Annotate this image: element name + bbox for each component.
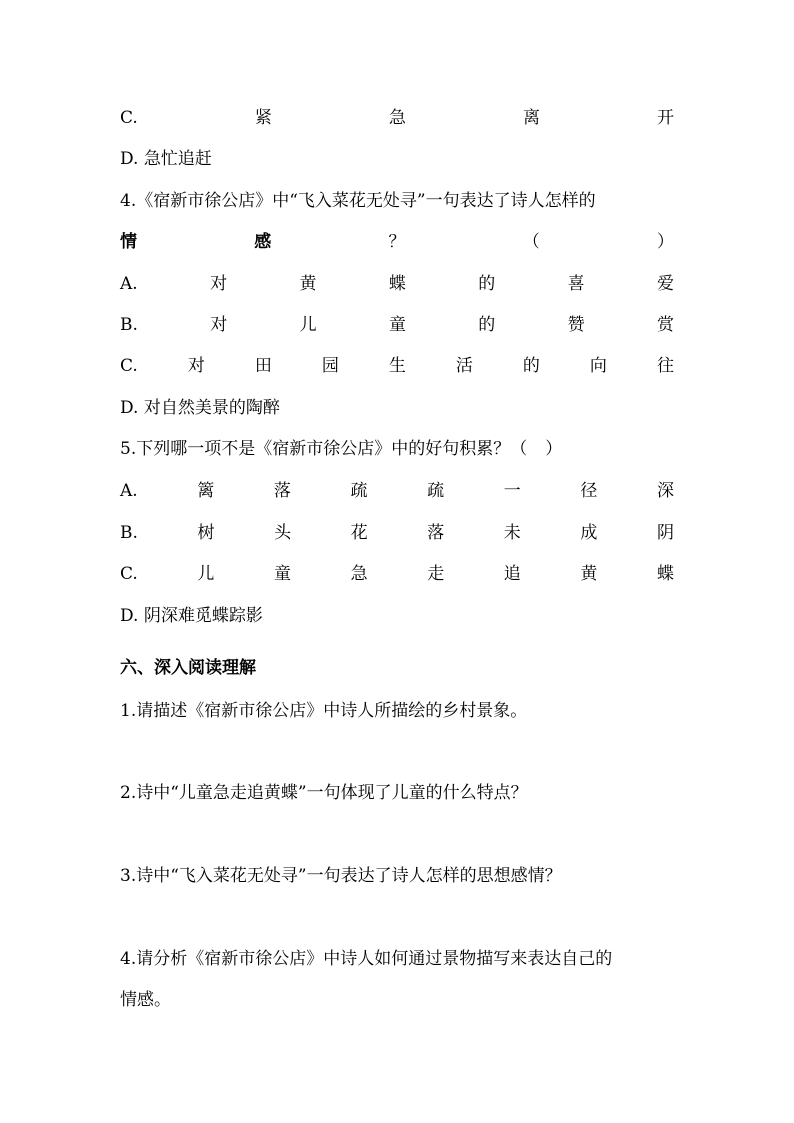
answer-paren-close: ） xyxy=(657,232,674,252)
option-char: 树 xyxy=(197,523,215,543)
q4-stem-line1: 4.《宿新市徐公店》中“飞入菜花无处寻”一句表达了诗人怎样的 xyxy=(120,191,596,211)
option-char: 急 xyxy=(388,108,406,128)
option-char: 疏 xyxy=(427,481,445,501)
q4-stem-line2 xyxy=(120,228,674,256)
option-char: 蝶 xyxy=(656,564,674,584)
q4-option-c xyxy=(120,352,674,380)
section-6-question-3: 3.诗中“飞入菜花无处寻”一句表达了诗人怎样的思想感情？ xyxy=(120,866,562,886)
option-char: 走 xyxy=(427,564,445,584)
option-char: 追 xyxy=(503,564,521,584)
option-char: 急 xyxy=(350,564,368,584)
option-char: 深 xyxy=(656,481,674,501)
q3-option-d: D. 急忙追赶 xyxy=(120,149,212,169)
option-char: 离 xyxy=(522,108,540,128)
option-char: 的 xyxy=(522,356,540,376)
q5-option-c xyxy=(120,560,674,588)
q5-stem-text: 5.下列哪一项不是《宿新市徐公店》中的好句积累？（ xyxy=(120,439,528,459)
option-letter: C. xyxy=(120,108,138,128)
option-char: 赞 xyxy=(567,315,585,335)
option-char: 的 xyxy=(478,315,496,335)
option-letter: A. xyxy=(120,274,138,294)
option-char: 活 xyxy=(455,356,473,376)
option-char: 儿 xyxy=(197,564,215,584)
option-char: 黄 xyxy=(580,564,598,584)
answer-paren-open: （ xyxy=(522,232,540,252)
option-char: 赏 xyxy=(656,315,674,335)
option-char: 阴 xyxy=(656,523,674,543)
option-char: 爱 xyxy=(656,274,674,294)
option-char: 的 xyxy=(478,274,496,294)
option-char: 对 xyxy=(210,274,228,294)
stem-char: 感 xyxy=(254,232,272,252)
section-6-question-4-line1: 4.请分析《宿新市徐公店》中诗人如何通过景物描写来表达自己的 xyxy=(120,949,613,969)
option-letter: C. xyxy=(120,564,138,584)
option-letter: B. xyxy=(120,523,138,543)
option-char: 落 xyxy=(273,481,291,501)
option-letter: A. xyxy=(120,481,138,501)
option-char: 未 xyxy=(503,523,521,543)
option-char: 向 xyxy=(589,356,607,376)
option-char: 儿 xyxy=(299,315,317,335)
option-char: 喜 xyxy=(567,274,585,294)
option-char: 疏 xyxy=(350,481,368,501)
option-char: 花 xyxy=(350,523,368,543)
section-6-question-1: 1.请描述《宿新市徐公店》中诗人所描绘的乡村景象。 xyxy=(120,701,528,721)
option-char: 童 xyxy=(388,315,406,335)
option-char: 童 xyxy=(274,564,291,584)
option-char: 成 xyxy=(580,523,598,543)
section-6-title: 六、深入阅读理解 xyxy=(120,658,256,678)
option-char: 开 xyxy=(657,108,674,128)
option-char: 径 xyxy=(580,481,598,501)
section-6-question-2: 2.诗中“儿童急走追黄蝶”一句体现了儿童的什么特点？ xyxy=(120,783,528,803)
option-letter: C. xyxy=(120,356,138,376)
option-char: 往 xyxy=(656,356,674,376)
answer-paren-close: ） xyxy=(545,439,563,459)
option-char: 一 xyxy=(503,481,521,501)
q5-stem xyxy=(120,435,674,463)
q5-option-a xyxy=(120,477,674,505)
option-char: 田 xyxy=(254,356,272,376)
q4-option-b xyxy=(120,311,674,339)
option-char: 园 xyxy=(321,356,339,376)
option-char: 落 xyxy=(427,523,445,543)
q4-option-d: D. 对自然美景的陶醉 xyxy=(120,398,280,418)
stem-char: 情 xyxy=(120,232,137,252)
option-char: 对 xyxy=(210,315,228,335)
option-char: 对 xyxy=(187,356,205,376)
option-letter: B. xyxy=(120,315,138,335)
option-char: 黄 xyxy=(299,274,317,294)
option-char: 头 xyxy=(274,523,292,543)
section-6-question-4-line2: 情感。 xyxy=(120,990,171,1010)
option-char: 紧 xyxy=(254,108,272,128)
option-char: 蝶 xyxy=(388,274,406,294)
option-char: 篱 xyxy=(197,481,215,501)
q5-option-b xyxy=(120,519,674,547)
q3-option-c xyxy=(120,104,674,132)
q5-option-d: D. 阴深难觅蝶踪影 xyxy=(120,606,263,626)
q4-option-a xyxy=(120,270,674,298)
stem-char: ？ xyxy=(388,232,406,252)
option-char: 生 xyxy=(388,356,406,376)
